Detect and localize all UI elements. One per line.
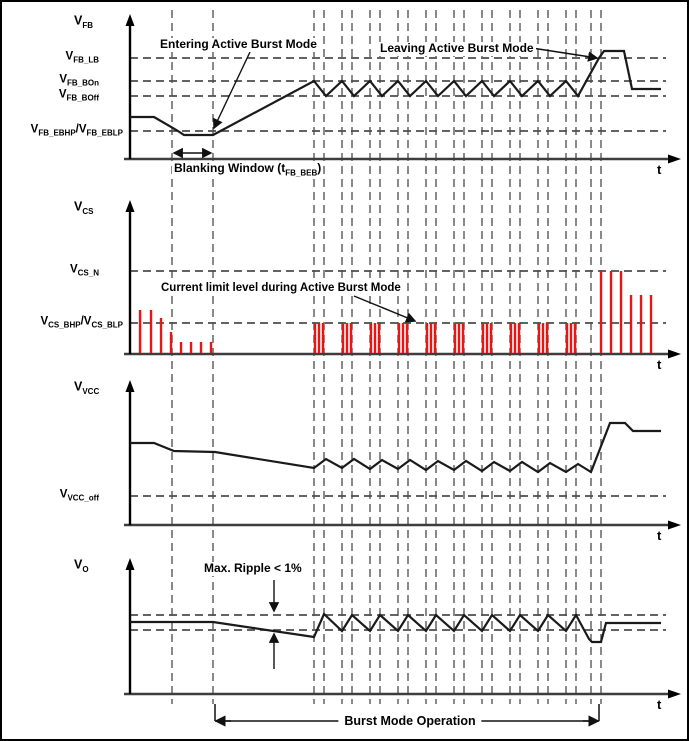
vcs-level-label-0: $V_{CS\_N}$ (69, 263, 99, 278)
entering-burst-mode-annotation: Entering Active Burst Mode (160, 37, 317, 51)
burst-mode-operation-label: Burst Mode Operation (338, 714, 481, 728)
vfb-level-label-3: $V_{FB\_EBHP}/V_{FB\_EBLP}$ (30, 123, 123, 138)
vvcc-time-axis-label: t (657, 528, 662, 543)
vo-waveform (130, 614, 661, 642)
time-gridlines (172, 10, 601, 704)
vvcc-axis-title: $V_{VCC}$ (74, 379, 100, 396)
vfb-level-label-1: $V_{FB\_BOn}$ (59, 73, 99, 88)
timing-diagram-canvas (2, 2, 689, 741)
vfb-waveform (130, 51, 661, 135)
current-limit-annotation-arrow (354, 296, 415, 321)
vcs-time-axis-label: t (657, 357, 662, 372)
vvcc-panel (124, 380, 681, 530)
vcs-level-label-1: $V_{CS\_BHP}/V_{CS\_BLP}$ (40, 315, 123, 330)
blanking-window-label: Blanking Window $(t_{FB\_BEB})$ (174, 161, 322, 178)
vfb-level-label-0: $V_{FB\_LB}$ (65, 50, 99, 65)
vo-axis-title: $V_O$ (74, 557, 89, 574)
max-ripple-annotation: Max. Ripple < 1% (204, 561, 302, 575)
leaving-burst-mode-annotation: Leaving Active Burst Mode (380, 41, 534, 55)
vo-time-axis-label: t (657, 697, 662, 712)
vvcc-waveform (130, 423, 661, 472)
current-limit-annotation: Current limit level during Active Burst Mode (161, 282, 401, 294)
vo-panel (124, 558, 681, 699)
vfb-time-axis-label: t (657, 162, 662, 177)
vcs-axis-title: $V_{CS}$ (74, 199, 94, 216)
leaving-annotation-arrow (532, 48, 597, 58)
entering-annotation-arrow (214, 52, 250, 128)
vcs-panel (124, 200, 681, 359)
annotation-arrows (174, 48, 597, 669)
vfb-axis-title: $V_{FB}$ (74, 13, 94, 30)
vfb-level-label-2: $V_{FB\_BOff}$ (58, 88, 99, 103)
vvcc-level-label-0: $V_{VCC\_off}$ (59, 488, 99, 503)
